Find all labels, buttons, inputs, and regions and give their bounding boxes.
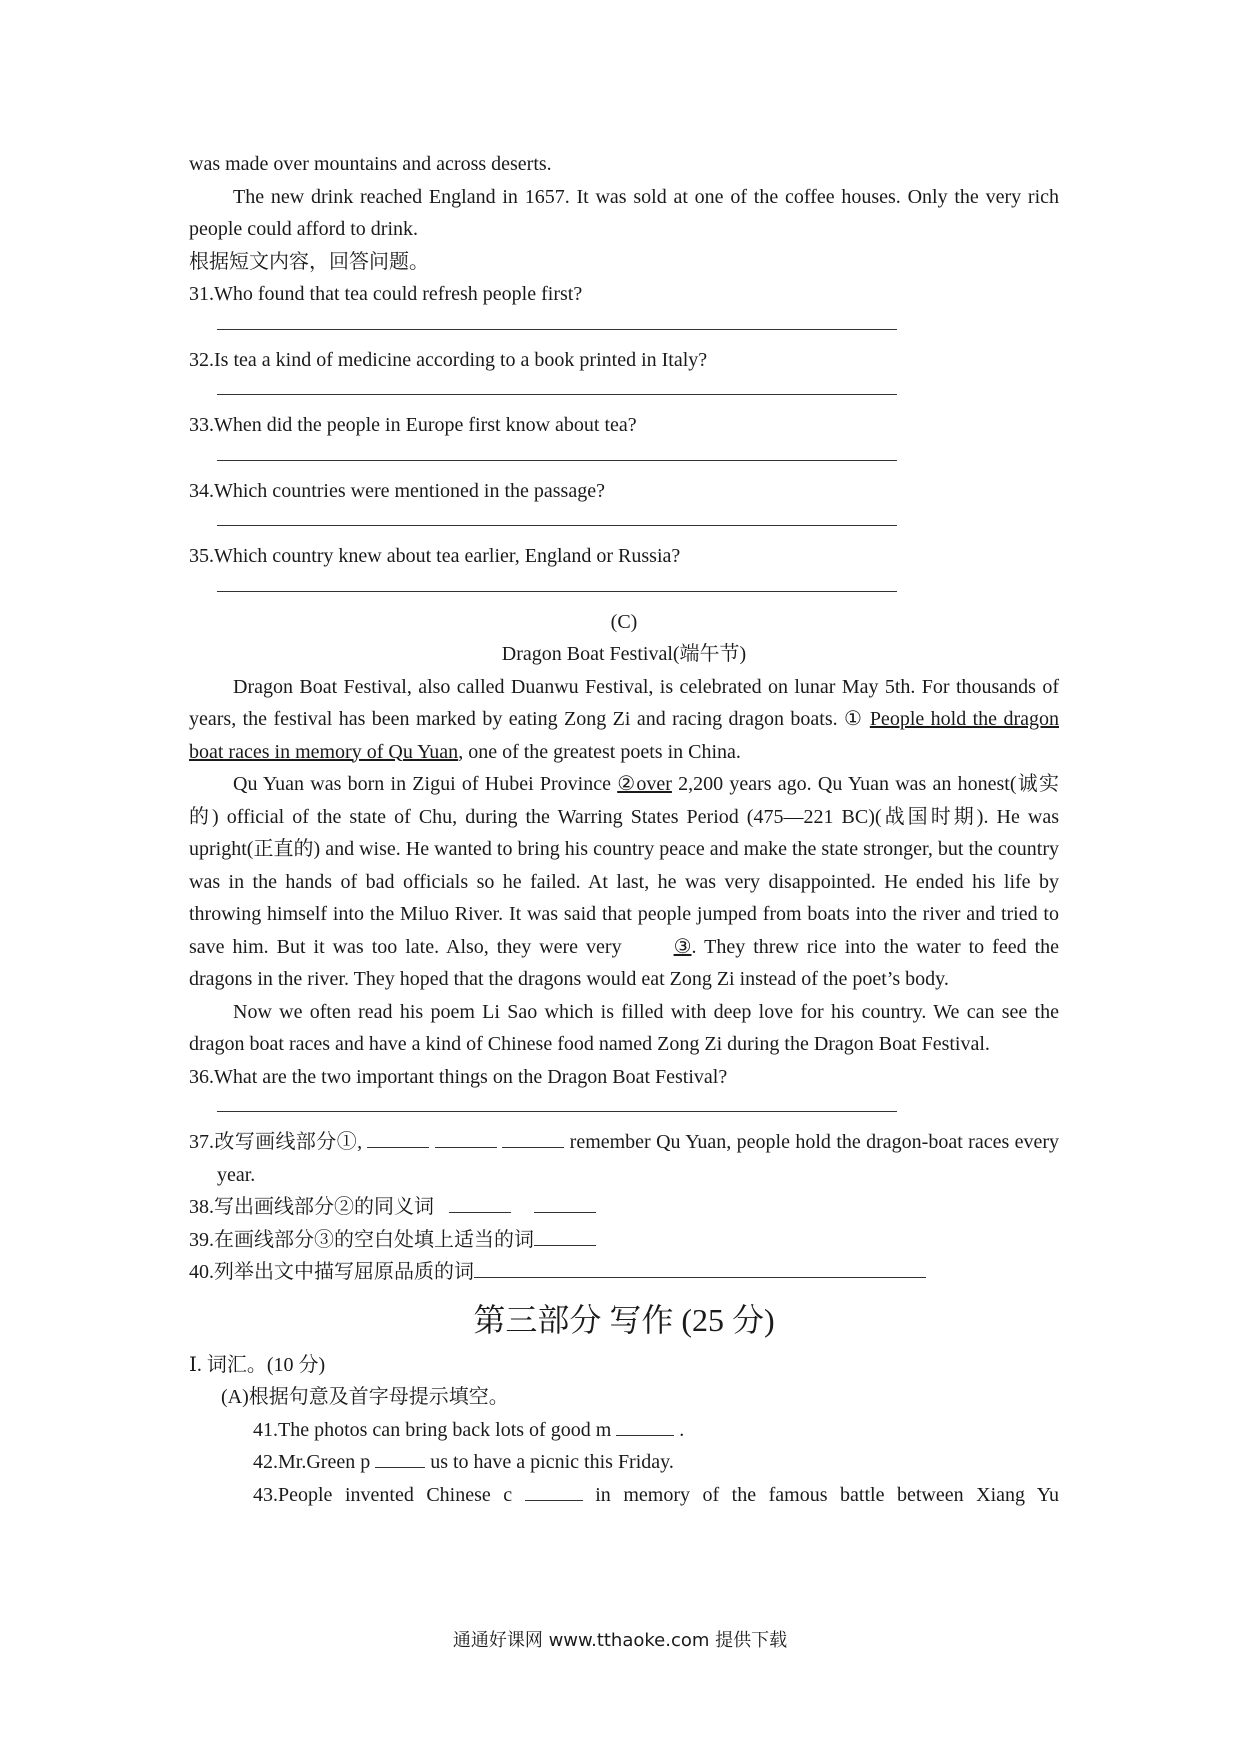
answer-line-35[interactable]	[217, 573, 897, 592]
passage-c-paragraph-2	[189, 768, 1059, 996]
question-42	[189, 1446, 1059, 1479]
underlined-part-1: People hold the dragon boat races in memory of Qu Yuan	[189, 708, 1059, 763]
q41-blank[interactable]	[616, 1417, 674, 1436]
question-31: 31.Who found that tea could refresh people first?	[189, 283, 583, 305]
q38-blank-1[interactable]	[449, 1194, 511, 1213]
passage-b-carry-line: was made over mountains and across deserts.	[189, 153, 552, 175]
q37-blank-1[interactable]	[367, 1129, 429, 1148]
q41-text-a: 41.The photos can bring back lots of good m	[253, 1418, 612, 1441]
passage-c-label: (C)	[610, 610, 638, 633]
passage-b-instruction: 根据短文内容，回答问题。	[189, 250, 429, 273]
page-footer: 通通好课网 www.tthaoke.com 提供下载	[452, 1630, 788, 1651]
q43-text-a: 43.People invented Chinese c	[253, 1483, 513, 1506]
q42-text-b: us to have a picnic this Friday.	[430, 1451, 674, 1473]
p1-text-a: Dragon Boat Festival, also called Duanwu Festival, is celebrated on lunar May 5th. For thousands of years, the festival has been marked by eating Zong Zi and racing dragon boats. ①	[189, 675, 1059, 730]
passage-c-paragraph-1	[189, 671, 1059, 769]
question-41	[189, 1414, 1059, 1447]
sub-a-instruction: (A)根据句意及首字母提示填空。	[221, 1386, 509, 1408]
q39-blank[interactable]	[534, 1227, 596, 1246]
q42-blank[interactable]	[375, 1449, 425, 1468]
q37-text-a: 37.改写画线部分①,	[189, 1131, 363, 1153]
passage-b-last-paragraph: The new drink reached England in 1657. It was sold at one of the coffee houses. Only the very rich people could afford to drink.	[189, 185, 1059, 240]
q37-text-b: remember Qu Yuan, people hold the dragon-boat races every year.	[217, 1131, 1060, 1186]
q43-blank[interactable]	[525, 1482, 583, 1501]
passage-c-title: Dragon Boat Festival(端午节)	[501, 643, 747, 665]
vocab-heading: Ⅰ. 词汇。(10 分)	[189, 1353, 326, 1376]
q37-blank-2[interactable]	[435, 1129, 497, 1148]
p1-text-b: , one of the greatest poets in China.	[458, 740, 741, 763]
answer-line-36[interactable]	[217, 1093, 897, 1112]
p2-text-a: Qu Yuan was born in Zigui of Hubei Province	[233, 773, 618, 795]
answer-line-31[interactable]	[217, 311, 897, 330]
question-37	[189, 1126, 1059, 1191]
answer-line-33[interactable]	[217, 442, 897, 461]
underlined-part-2: ②over	[617, 773, 672, 795]
page-content	[189, 148, 1059, 1511]
question-43	[189, 1479, 1059, 1512]
question-35: 35.Which country knew about tea earlier, England or Russia?	[189, 545, 681, 567]
q42-text-a: 42.Mr.Green p	[253, 1451, 371, 1473]
question-32: 32.Is tea a kind of medicine according to a book printed in Italy?	[189, 348, 708, 371]
q37-blank-3[interactable]	[502, 1129, 564, 1148]
q41-text-b: .	[679, 1418, 685, 1441]
answer-line-34[interactable]	[217, 507, 897, 526]
p2-text-c: . They threw rice into the water to feed the dragons in the river. They hoped that the dragons would eat Zong Zi instead of the poet’s body.	[189, 935, 1060, 990]
answer-line-32[interactable]	[217, 376, 897, 395]
part3-title: 第三部分 写作 (25 分)	[473, 1301, 775, 1338]
q40-blank[interactable]	[474, 1259, 926, 1278]
q43-text-b: in memory of the famous battle between Xiang Yu	[595, 1483, 1060, 1506]
question-36: 36.What are the two important things on the Dragon Boat Festival?	[189, 1065, 728, 1088]
p2-text-b: 2,200 years ago. Qu Yuan was an honest(诚实的) official of the state of Chu, during the Warring States Period (475—221 BC)(战国时期). He was upright(正直的) and wise. He wanted to bring his country peace and make the state stronger, but the country was in the hands of bad officials so he failed. At last, he was very disappointed. He ended his life by throwing himself into the Miluo River. It was said that people jumped from boats into the river and tried to save him. But it was too late. Also, they were very	[189, 773, 1059, 958]
question-33: 33.When did the people in Europe first know about tea?	[189, 414, 637, 436]
question-40	[189, 1256, 1059, 1289]
passage-c-paragraph-3: Now we often read his poem Li Sao which is filled with deep love for his country. We can see the dragon boat races and have a kind of Chinese food named Zong Zi during the Dragon Boat Festival.	[189, 1000, 1059, 1055]
q38-blank-2[interactable]	[534, 1194, 596, 1213]
question-38	[189, 1191, 1059, 1224]
q38-text: 38.写出画线部分②的同义词	[189, 1196, 434, 1218]
question-39	[189, 1224, 1059, 1257]
question-34: 34.Which countries were mentioned in the passage?	[189, 479, 605, 502]
blank-3[interactable]: ③	[673, 935, 692, 958]
q39-text: 39.在画线部分③的空白处填上适当的词	[189, 1228, 534, 1251]
q40-text: 40.列举出文中描写屈原品质的词	[189, 1261, 474, 1283]
